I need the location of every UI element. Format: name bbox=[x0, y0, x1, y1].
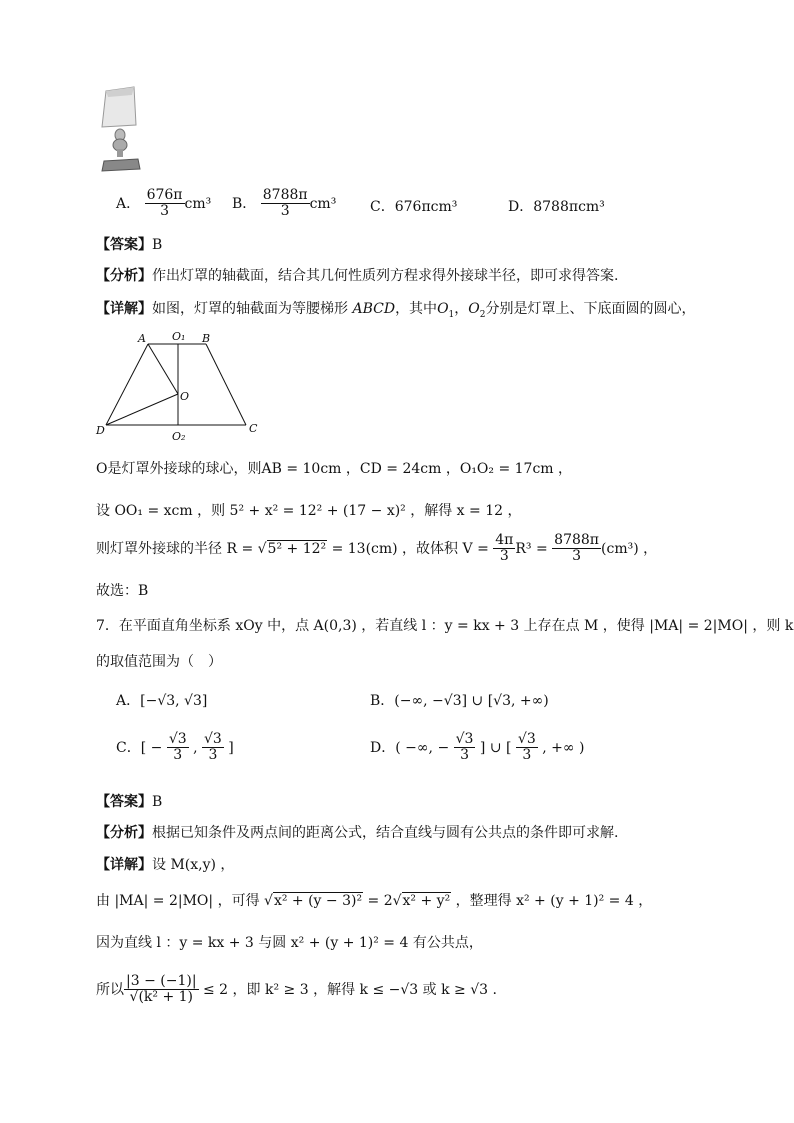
q7-option-a: A．[−√3, √3] bbox=[116, 693, 208, 709]
q6-option-a: A． $\frac{676\pi}{3}$ cm³ bbox=[116, 187, 212, 220]
q6-line3: 则灯罩外接球的半径 R = √5² + 12² = 13(cm) ，故体积 V = $\frac{4\pi}{3}$ R³ = $\frac{8788\pi}{3}$ (cm³) ， bbox=[96, 532, 658, 565]
q7-option-d: D．( −∞, − $\frac{√3}{3}$ ] ∪ [ $\frac{√3}{3}$ , +∞ ) bbox=[370, 731, 585, 764]
q6-line2: 设 OO₁ = xcm ，则 5² + x² = 12² + (17 − x)² ，解得 x = 12 ， bbox=[96, 503, 522, 519]
q6-option-c: C．676πcm³ bbox=[370, 199, 458, 215]
q7-line2: 由 |MA| = 2|MO| ，可得 √x² + (y − 3)² = 2√x² + y² ，整理得 x² + (y + 1)² = 4 ， bbox=[96, 893, 653, 909]
q7-option-b: B．(−∞, −√3] ∪ [√3, +∞) bbox=[370, 693, 549, 709]
q6-line1: O是灯罩外接球的球心，则AB = 10cm ，CD = 24cm ，O₁O₂ = 17cm ， bbox=[96, 461, 573, 477]
table-lamp-image bbox=[98, 85, 146, 173]
q7-option-c: C．[ − $\frac{√3}{3}$ , $\frac{√3}{3}$ ] bbox=[116, 731, 234, 764]
q7-answer: 【答案】B bbox=[96, 794, 163, 810]
q6-option-b: B． $\frac{8788\pi}{3}$ cm³ bbox=[232, 187, 337, 220]
label-c: C bbox=[249, 422, 258, 435]
label-a: A bbox=[138, 332, 146, 345]
q6-option-d: D．8788πcm³ bbox=[508, 199, 605, 215]
q6-choice: 故选：B bbox=[96, 583, 149, 599]
label-o2: O₂ bbox=[172, 430, 186, 443]
q6-answer: 【答案】B bbox=[96, 237, 163, 253]
q7-line3: 因为直线 l ：y = kx + 3 与圆 x² + (y + 1)² = 4 有公共点， bbox=[96, 935, 483, 951]
q6-detail: 【详解】如图，灯罩的轴截面为等腰梯形 ABCD，其中$O_1$，$O_2$分别是灯罩上、下底面圆的圆心， bbox=[96, 301, 696, 320]
q7-analysis: 【分析】根据已知条件及两点间的距离公式，结合直线与圆有公共点的条件即可求解. bbox=[96, 825, 619, 841]
q7-detail: 【详解】设 M(x,y) ， bbox=[96, 857, 235, 873]
q7-stem-1: 7．在平面直角坐标系 xOy 中，点 A(0,3) ，若直线 l ：y = kx + 3 上存在点 M ，使得 |MA| = 2|MO| ，则 k bbox=[96, 618, 794, 634]
q7-line4: 所以 $\frac{|3 - (-1)|}{\text{√(k² + 1)}}$ ≤ 2 ，即 k² ≥ 3 ，解得 k ≤ −√3 或 k ≥ √3 . bbox=[96, 973, 497, 1006]
label-o1: O₁ bbox=[172, 330, 186, 343]
label-o: O bbox=[180, 390, 190, 403]
label-d: D bbox=[96, 424, 105, 437]
q6-analysis: 【分析】作出灯罩的轴截面，结合其几何性质列方程求得外接球半径，即可求得答案. bbox=[96, 268, 619, 284]
trapezoid-diagram bbox=[94, 330, 264, 445]
label-b: B bbox=[202, 332, 211, 345]
q7-stem-2: 的取值范围为（ ） bbox=[96, 654, 222, 670]
